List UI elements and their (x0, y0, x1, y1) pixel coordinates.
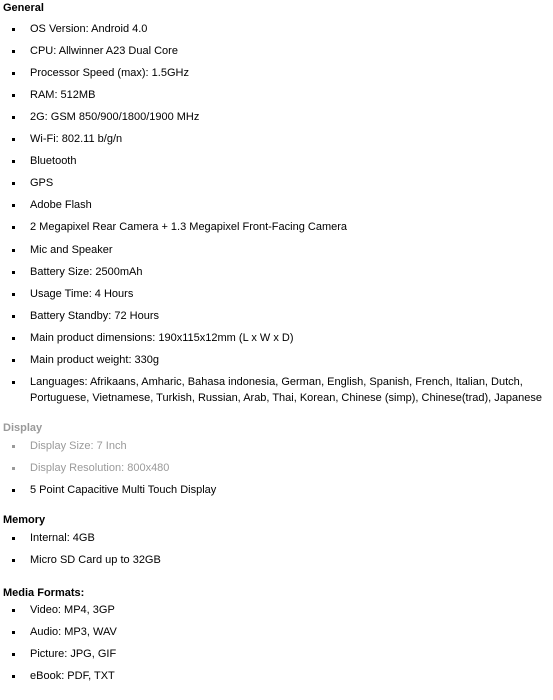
spec-list-general (3, 22, 553, 407)
spec-item (3, 375, 553, 406)
spec-item (3, 110, 553, 126)
spec-item-text: Battery Standby: 72 Hours (30, 309, 160, 322)
spec-item-text: RAM: 512MB (30, 88, 96, 101)
spec-list-display (3, 439, 553, 499)
spec-item (3, 603, 553, 619)
spec-item-text: Display Resolution: 800x480 (30, 461, 170, 474)
spec-item (3, 198, 553, 214)
spec-item-text: Processor Speed (max): 1.5GHz (30, 66, 189, 79)
bullet-square-icon (12, 226, 15, 229)
section-title-memory: Memory (3, 514, 46, 527)
spec-item (3, 353, 553, 369)
spec-item-text: Usage Time: 4 Hours (30, 287, 134, 300)
bullet-square-icon (12, 631, 15, 634)
bullet-square-icon (12, 337, 15, 340)
bullet-square-icon (12, 204, 15, 207)
section-spacer (3, 406, 553, 422)
spec-item (3, 243, 553, 259)
spec-item (3, 439, 553, 455)
bullet-square-icon (12, 271, 15, 274)
bullet-square-icon (12, 653, 15, 656)
spec-item (3, 531, 553, 547)
spec-item-text: 5 Point Capacitive Multi Touch Display (30, 483, 217, 496)
spec-item-text: Main product weight: 330g (30, 354, 160, 366)
section-title-display: Display (3, 422, 43, 435)
bullet-square-icon (12, 94, 15, 97)
spec-item-text: Main product dimensions: 190x115x12mm (L x W x D) (30, 331, 294, 344)
spec-item (3, 265, 553, 281)
bullet-square-icon (12, 467, 15, 470)
spec-item (3, 625, 553, 641)
bullet-square-icon (12, 315, 15, 318)
section-spacer (3, 569, 553, 587)
bullet-square-icon (12, 445, 15, 448)
bullet-square-icon (12, 293, 15, 296)
spec-item (3, 287, 553, 303)
spec-item-text: 2 Megapixel Rear Camera + 1.3 Megapixel Front-Facing Camera (30, 221, 348, 234)
spec-item (3, 132, 553, 148)
section-title-media-formats: Media Formats: (3, 586, 85, 599)
spec-item (3, 483, 553, 499)
spec-item (3, 309, 553, 325)
spec-item (3, 461, 553, 477)
spec-item-text: OS Version: Android 4.0 (30, 22, 148, 35)
spec-item-text: 2G: GSM 850/900/1800/1900 MHz (30, 110, 200, 123)
spec-item (3, 88, 553, 104)
bullet-square-icon (12, 72, 15, 75)
spec-item (3, 220, 553, 236)
spec-item-text: Display Size: 7 Inch (30, 439, 127, 452)
spec-list-media-formats (3, 603, 553, 685)
spec-item-text: CPU: Allwinner A23 Dual Core (30, 44, 178, 57)
spec-item (3, 669, 553, 685)
spec-item-text: Languages: Afrikaans, Amharic, Bahasa indonesia, German, English, Spanish, French, Italian, Dutch, Portuguese, Vietnamese, Turkish, Russian, Arab, Thai, Korean, Chinese (simp), Chinese(trad), Japanese (30, 376, 542, 404)
bullet-square-icon (12, 609, 15, 612)
bullet-square-icon (12, 182, 15, 185)
bullet-square-icon (12, 249, 15, 252)
section-title-general: General (3, 2, 44, 14)
spec-list-memory (3, 531, 553, 569)
spec-item-text: GPS (30, 177, 54, 190)
bullet-square-icon (12, 675, 15, 678)
spec-item-text: Mic and Speaker (30, 243, 113, 256)
bullet-square-icon (12, 489, 15, 492)
spec-item-text: Bluetooth (30, 155, 77, 168)
section-spacer (3, 498, 553, 514)
spec-item (3, 66, 553, 82)
spec-item-text: Battery Size: 2500mAh (30, 265, 143, 278)
bullet-square-icon (12, 359, 15, 362)
bullet-square-icon (12, 160, 15, 163)
bullet-square-icon (12, 537, 15, 540)
spec-item-text: Video: MP4, 3GP (30, 604, 115, 617)
bullet-square-icon (12, 381, 15, 384)
spec-item-text: Micro SD Card up to 32GB (30, 554, 161, 567)
bullet-square-icon (12, 50, 15, 53)
spec-item-text: Internal: 4GB (30, 531, 95, 544)
bullet-square-icon (12, 138, 15, 141)
bullet-square-icon (12, 116, 15, 119)
spec-item (3, 331, 553, 347)
bullet-square-icon (12, 559, 15, 562)
spec-item (3, 176, 553, 192)
spec-item (3, 44, 553, 60)
spec-item (3, 154, 553, 170)
spec-item-text: Audio: MP3, WAV (30, 626, 117, 639)
spec-item (3, 553, 553, 569)
spec-item (3, 22, 553, 38)
spec-item (3, 647, 553, 663)
spec-item-text: eBook: PDF, TXT (30, 670, 115, 683)
spec-item-text: Picture: JPG, GIF (30, 648, 117, 661)
bullet-square-icon (12, 28, 15, 31)
spec-item-text: Adobe Flash (30, 199, 92, 212)
spec-item-text: Wi-Fi: 802.11 b/g/n (30, 133, 123, 146)
